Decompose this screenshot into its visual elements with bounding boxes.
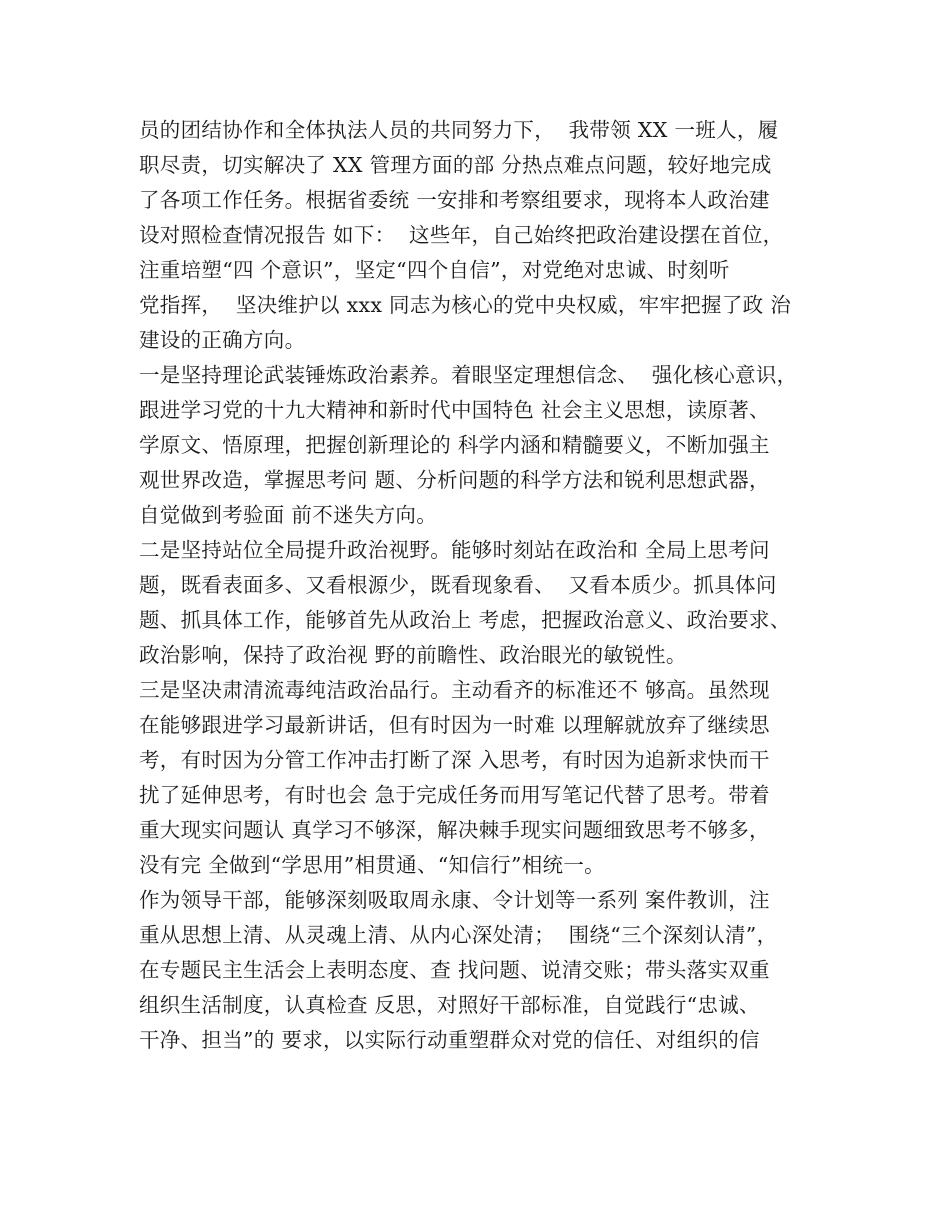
text-line: 观世界改造，掌握思考问 题、分析问题的科学方法和锐利思想武器， [139, 468, 770, 492]
text-line: 扰了延伸思考，有时也会 急于完成任务而用写笔记代替了思考。带着 [139, 783, 770, 807]
text-line: 考，有时因为分管工作冲击打断了深 入思考，有时因为追新求快而干 [139, 748, 770, 772]
text-line: 没有完 全做到“学思用”相贯通、“知信行”相统一。 [139, 853, 605, 877]
text-line: 在专题民主生活会上表明态度、查 找问题、说清交账；带头落实双重 [139, 958, 770, 982]
text-line: 在能够跟进学习最新讲话，但有时因为一时难 以理解就放弃了继续思 [139, 713, 770, 737]
text-line: 一是坚持理论武装锤炼政治素养。着眼坚定理想信念、 强化核心意识， [139, 363, 798, 387]
text-line: 题，既看表面多、又看根源少，既看现象看、 又看本质少。抓具体问 [139, 573, 777, 597]
text-line: 重大现实问题认 真学习不够深，解决棘手现实问题细致思考不够多， [139, 818, 770, 842]
document-body [139, 113, 839, 1058]
text-line: 干净、担当”的 要求，以实际行动重塑群众对党的信任、对组织的信 [139, 1028, 760, 1052]
text-line: 设对照检查情况报告 如下： 这些年，自己始终把政治建设摆在首位， [139, 223, 784, 247]
text-line: 重从思想上清、从灵魂上清、从内心深处清； 围绕“三个深刻认清”， [139, 923, 778, 947]
text-line: 学原文、悟原理，把握创新理论的 科学内涵和精髓要义，不断加强主 [139, 433, 770, 457]
text-line: 建设的正确方向。 [139, 328, 306, 352]
text-line: 政治影响，保持了政治视 野的前瞻性、政治眼光的敏锐性。 [139, 643, 687, 667]
text-line: 二是坚持站位全局提升政治视野。能够时刻站在政治和 全局上思考问 [139, 538, 770, 562]
text-line: 组织生活制度，认真检查 反思，对照好干部标准，自觉践行“忠诚、 [139, 993, 760, 1017]
text-line: 职尽责，切实解决了 XX 管理方面的部 分热点难点问题，较好地完成 [139, 153, 772, 177]
text-line: 作为领导干部，能够深刻吸取周永康、令计划等一系列 案件教训，注 [139, 888, 770, 912]
text-line: 题、抓具体工作，能够首先从政治上 考虑，把握政治意义、政治要求、 [139, 608, 791, 632]
text-line: 跟进学习党的十九大精神和新时代中国特色 社会主义思想，读原著、 [139, 398, 770, 422]
text-line: 注重培塑“四 个意识”，坚定“四个自信”，对党绝对忠诚、时刻听 [139, 258, 730, 282]
text-line: 党指挥， 坚决维护以 xxx 同志为核心的党中央权威，牢牢把握了政 治 [139, 293, 792, 317]
text-line: 三是坚决肃清流毒纯洁政治品行。主动看齐的标准还不 够高。虽然现 [139, 678, 770, 702]
text-line: 自觉做到考验面 前不迷失方向。 [139, 503, 438, 527]
text-line: 员的团结协作和全体执法人员的共同努力下， 我带领 XX 一班人，履 [139, 118, 779, 142]
text-line: 了各项工作任务。根据省委统 一安排和考察组要求，现将本人政治建 [139, 188, 770, 212]
